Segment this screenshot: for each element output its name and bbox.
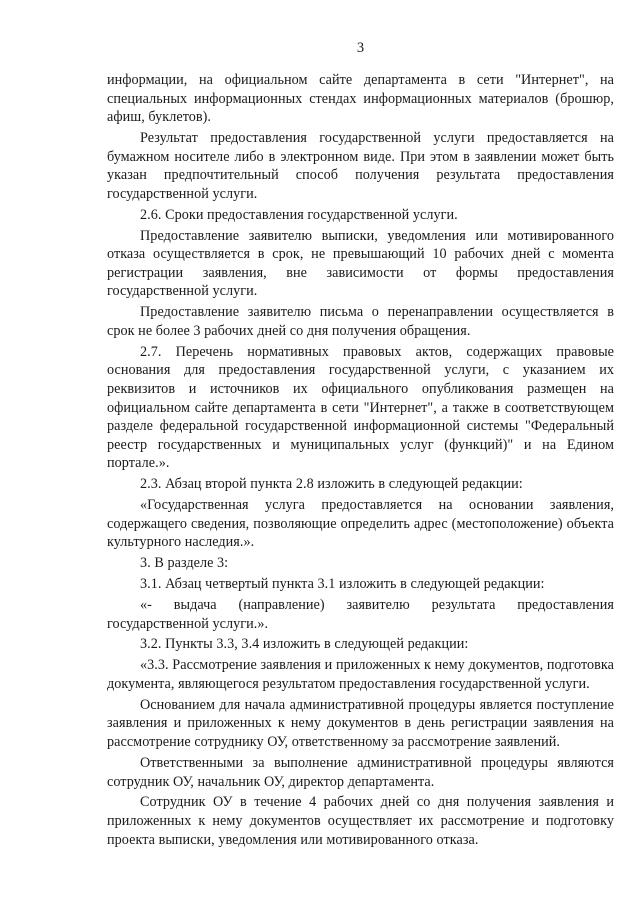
paragraph: информации, на официальном сайте департамента в сети "Интернет", на специальных информационных стендах информационных материалов (брошюр, афиш, буклетов). [107,72,614,126]
paragraph: 2.7. Перечень нормативных правовых актов, содержащих правовые основания для предоставления государственной услуги, с указанием их реквизитов и источников их официального опубликования размещен на официальном сайте департамента в сети "Интернет", а также в соответствующем разделе федеральной государственной информационной системы "Федеральный реестр государственных и муниципальных услуг (функций)" и на Едином портале.». [107,343,614,472]
paragraph: «Государственная услуга предоставляется на основании заявления, содержащего сведения, позволяющие определить адрес (местоположение) объекта культурного наследия.». [107,497,614,551]
paragraph: Результат предоставления государственной услуги предоставляется на бумажном носителе либо в электронном виде. При этом в заявлении может быть указан предпочтительный способ получения результата предоставления государственной услуги. [107,130,614,202]
paragraph: 3.1. Абзац четвертый пункта 3.1 изложить в следующей редакции: [140,576,545,593]
paragraph: Основанием для начала административной процедуры является поступление заявления и приложенных к нему документов в день регистрации заявления на рассмотрение сотруднику ОУ, ответственному за рассмотрение заявлений. [107,696,614,751]
paragraph: 2.3. Абзац второй пункта 2.8 изложить в следующей редакции: [140,476,523,493]
paragraph: 3. В разделе 3: [140,555,229,572]
page-number: 3 [356,40,365,56]
paragraph: 2.6. Сроки предоставления государственной услуги. [140,206,458,223]
paragraph: Предоставление заявителю выписки, уведомления или мотивированного отказа осуществляется в срок, не превышающий 10 рабочих дней с момента регистрации заявления, вне зависимости от формы предоставления государственной услуги. [107,227,614,300]
paragraph: Ответственными за выполнение административной процедуры являются сотрудник ОУ, начальник ОУ, директор департамента. [107,754,614,790]
paragraph: Сотрудник ОУ в течение 4 рабочих дней со дня получения заявления и приложенных к нему документов осуществляет их рассмотрение и подготовку проекта выписки, уведомления или мотивированного отказа. [107,794,614,848]
paragraph: «- выдача (направление) заявителю результата предоставления государственной услуги.». [107,597,614,632]
document-body [107,71,614,849]
paragraph: «3.3. Рассмотрение заявления и приложенных к нему документов, подготовка документа, являющегося результатом предоставления государственной услуги. [107,657,614,692]
paragraph: Предоставление заявителю письма о перенаправлении осуществляется в срок не более 3 рабочих дней со дня получения обращения. [107,304,614,339]
paragraph: 3.2. Пункты 3.3, 3.4 изложить в следующей редакции: [140,636,469,653]
